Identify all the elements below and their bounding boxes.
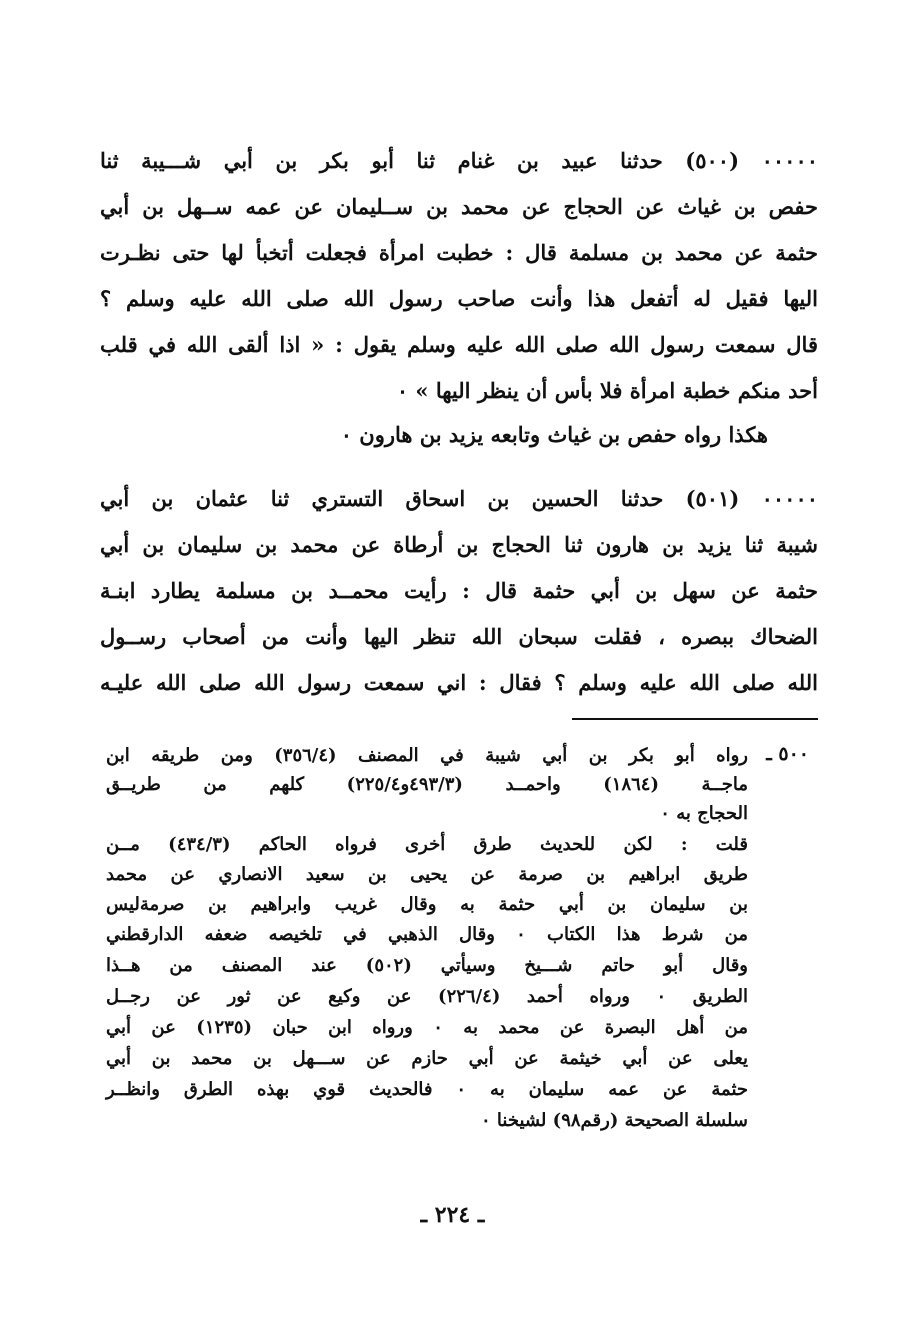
hadith-500-line: قال سمعت رسول الله صلى الله عليه وسلم يقول : « اذا ألقى الله في قلب <box>100 332 818 357</box>
footnote-line: حثمة عن عمه سليمان به ٠ فالحديث قوي بهذه الطرق وانظــر <box>106 1079 748 1100</box>
footnote-divider <box>572 718 818 720</box>
footnote-line: الحجاج به ٠ <box>660 803 748 824</box>
hadith-501-line: الضحاك ببصره ، فقلت سبحان الله تنظر اليها وأنت من أصحاب رســول <box>100 624 818 649</box>
footnote-line: من شرط هذا الكتاب ٠ وقال الذهبي في تلخيصه ضعفه الدارقطني <box>106 924 748 945</box>
footnote-line: ماجــة (١٨٦٤) واحمــد (٤٩٣/٣و٢٢٥/٤) كلهم من طريــق <box>106 774 749 795</box>
hadith-500-line: اليها فقيل له أتفعل هذا وأنت صاحب رسول الله صلى الله عليه وسلم ؟ <box>100 286 818 311</box>
footnote-line: الطريق ٠ ورواه أحمد (٢٢٦/٤) عن وكيع عن ثور عن رجــل <box>106 986 748 1007</box>
footnote-line: طريق ابراهيم بن صرمة عن يحيى بن سعيد الانصاري عن محمد <box>106 864 748 885</box>
hadith-500-block <box>100 146 818 446</box>
hadith-501-line: ٠٠٠٠٠ (٥٠١) حدثنا الحسين بن اسحاق التستري ثنا عثمان بن أبي <box>100 486 819 511</box>
hadith-501-line: شيبة ثنا يزيد بن هارون ثنا الحجاج بن أرطاة عن محمد بن سليمان بن أبي <box>100 532 818 557</box>
footnote-marker: ٥٠٠ ـ <box>766 743 809 765</box>
hadith-500-line: حفص بن غياث عن الحجاج عن محمد بن ســليمان عن عمه ســهل بن أبي <box>100 194 818 219</box>
hadith-500-line: حثمة عن محمد بن مسلمة قال : خطبت امرأة فجعلت أتخبأ لها حتى نظـرت <box>100 240 818 265</box>
hadith-500-line: ٠٠٠٠٠ (٥٠٠) حدثنا عبيد بن غنام ثنا أبو بكر بن أبي شـــيبة ثنا <box>100 148 819 173</box>
hadith-501-line: الله صلى الله عليه وسلم ؟ فقال : اني سمعت رسول الله صلى الله عليـه <box>100 670 818 695</box>
hadith-500-line: أحد منكم خطبة امرأة فلا بأس أن ينظر اليها » ٠ <box>396 378 818 403</box>
footnote-line: بن سليمان بن أبي حثمة به وقال غريب وابراهيم بن صرمةليس <box>106 894 748 915</box>
hadith-500-note: هكذا رواه حفص بن غياث وتابعه يزيد بن هارون ٠ <box>340 422 768 447</box>
footnote-line: وقال أبو حاتم شـــيخ وسيأتي (٥٠٢) عند المصنف من هــذا <box>106 955 748 976</box>
footnote-line: من أهل البصرة عن محمد به ٠ ورواه ابن حبان (١٢٣٥) عن أبي <box>106 1017 748 1038</box>
footnote-line: يعلى عن أبي خيثمة عن أبي حازم عن ســـهل بن محمد بن أبي <box>106 1048 748 1069</box>
hadith-501-line: حثمة عن سهل بن أبي حثمة قال : رأيت محمــد بن مسلمة يطارد ابنـة <box>100 578 818 603</box>
footnote-line: قلت : لكن للحديث طرق أخرى فرواه الحاكم (٤٣٤/٣) مــن <box>106 834 748 855</box>
footnote-line: رواه أبو بكر بن أبي شيبة في المصنف (٣٥٦/٤) ومن طريقه ابن <box>106 745 749 766</box>
hadith-501-block <box>100 484 818 704</box>
footnote-line: سلسلة الصحيحة (رقم٩٨) لشيخنا ٠ <box>480 1110 748 1131</box>
page-number: ـ ٢٢٤ ـ <box>420 1202 485 1228</box>
